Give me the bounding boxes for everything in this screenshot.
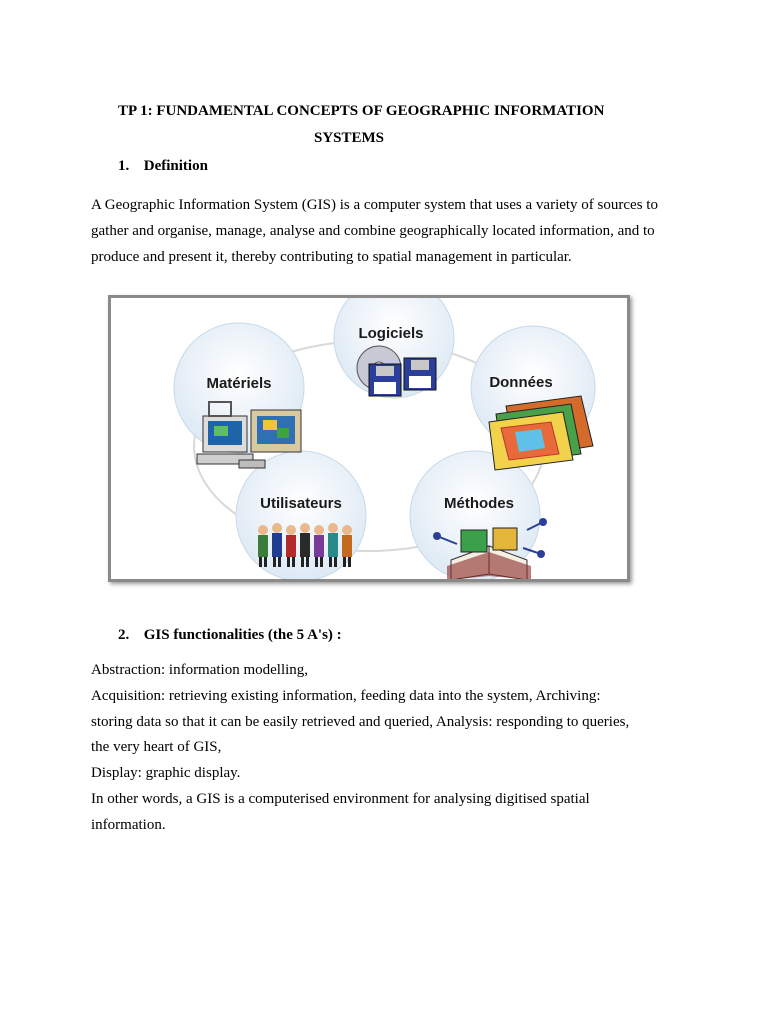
functionalities-line: information.	[91, 816, 166, 833]
label-methodes: Méthodes	[443, 495, 515, 512]
gis-components-figure	[108, 295, 630, 582]
section-1-number: 1.	[118, 158, 130, 174]
title-line-1: TP 1: FUNDAMENTAL CONCEPTS OF GEOGRAPHIC INFORMATION	[118, 103, 605, 119]
functionalities-line: In other words, a GIS is a computerised environment for analysing digitised spatial	[91, 790, 590, 807]
functionalities-paragraph	[91, 658, 691, 839]
gis-components-diagram	[111, 298, 627, 579]
label-utilisateurs: Utilisateurs	[260, 495, 342, 512]
functionalities-line: Display: graphic display.	[91, 765, 241, 782]
functionalities-line: storing data so that it can be easily retrieved and queried, Analysis: responding to queries,	[91, 713, 630, 730]
section-1-heading	[118, 158, 208, 175]
section-1-title: Definition	[143, 158, 208, 174]
label-donnees: Données	[489, 374, 553, 391]
section-2-heading	[118, 627, 342, 644]
definition-line: produce and present it, thereby contributing to spatial management in particular.	[91, 249, 572, 265]
label-logiciels: Logiciels	[358, 325, 424, 342]
label-materiels: Matériels	[206, 375, 272, 392]
title-line-2: SYSTEMS	[314, 130, 385, 146]
definition-paragraph	[91, 192, 691, 270]
definition-line: gather and organise, manage, analyse and combine geographically located information, and to	[91, 223, 655, 239]
functionalities-line: Abstraction: information modelling,	[91, 662, 309, 678]
section-2-title: GIS functionalities (the 5 A's) :	[143, 627, 342, 643]
section-2-number: 2.	[118, 627, 130, 643]
functionalities-line: Acquisition: retrieving existing information, feeding data into the system, Archiving:	[91, 687, 601, 704]
definition-line: A Geographic Information System (GIS) is a computer system that uses a variety of sources to	[91, 197, 658, 213]
document-title	[118, 98, 638, 152]
functionalities-line: the very heart of GIS,	[91, 739, 222, 756]
